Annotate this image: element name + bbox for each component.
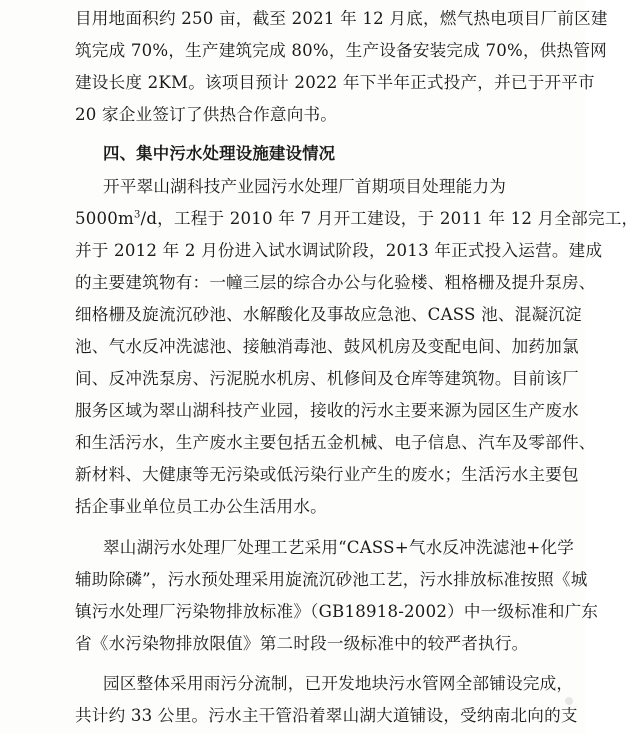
unit-superscript: 3	[133, 209, 141, 221]
text-line: 池、气水反冲洗滤池、接触消毒池、鼓风机房及变配电间、加药加氯	[75, 337, 579, 356]
text-line-with-unit	[75, 208, 638, 230]
text-line: 新材料、大健康等无污染或低污染行业产生的废水；生活污水主要包	[75, 465, 579, 484]
text-line: 目用地面积约 250 亩，截至 2021 年 12 月底，燃气热电项目厂前区建	[75, 9, 608, 28]
text-line: 和生活污水，生产废水主要包括五金机械、电子信息、汽车及零部件、	[75, 433, 596, 452]
text-line: 筑完成 70%，生产建筑完成 80%，生产设备安装完成 70%，供热管网	[75, 41, 607, 60]
text-line: 细格栅及旋流沉砂池、水解酸化及事故应急池、CASS 池、混凝沉淀	[75, 305, 582, 324]
text-line: 括企事业单位员工办公生活用水。	[75, 497, 327, 516]
text-line: 建设长度 2KM。该项目预计 2022 年下半年正式投产，并已于开平市	[75, 73, 595, 92]
scan-artifact	[565, 697, 573, 705]
unit-base: 5000m	[75, 209, 134, 228]
text-line: 间、反冲洗泵房、污泥脱水机房、机修间及仓库等建筑物。目前该厂	[75, 369, 579, 388]
text-line: 20 家企业签订了供热合作意向书。	[75, 105, 338, 124]
paragraph-first-line: 园区整体采用雨污分流制，已开发地块污水管网全部铺设完成，	[103, 674, 574, 693]
unit-rest: /d，工程于 2010 年 7 月开工建设，于 2011 年 12 月全部完工，	[140, 209, 638, 228]
text-line: 镇污水处理厂污染物排放标准》（GB18918-2002）中一级标准和广东	[75, 602, 599, 621]
text-line: 服务区域为翠山湖科技产业园，接收的污水主要来源为园区生产废水	[75, 401, 579, 420]
section-heading: 四、集中污水处理设施建设情况	[103, 144, 336, 163]
text-line: 共计约 33 公里。污水主干管沿着翠山湖大道铺设，受纳南北向的支	[75, 706, 578, 725]
text-line: 省《水污染物排放限值》第二时段一级标准中的较严者执行。	[75, 634, 529, 653]
paragraph-first-line: 翠山湖污水处理厂处理工艺采用“CASS+气水反冲洗滤池+化学	[103, 538, 575, 557]
text-line: 辅助除磷”，污水预处理采用旋流沉砂池工艺，污水排放标准按照《城	[75, 570, 588, 589]
text-line: 并于 2012 年 2 月份进入试水调试阶段，2013 年正式投入运营。建成	[75, 241, 603, 260]
paragraph-first-line: 开平翠山湖科技产业园污水处理厂首期项目处理能力为	[103, 177, 507, 196]
text-line: 的主要建筑物有：一幢三层的综合办公与化验楼、粗格栅及提升泵房、	[75, 273, 596, 292]
